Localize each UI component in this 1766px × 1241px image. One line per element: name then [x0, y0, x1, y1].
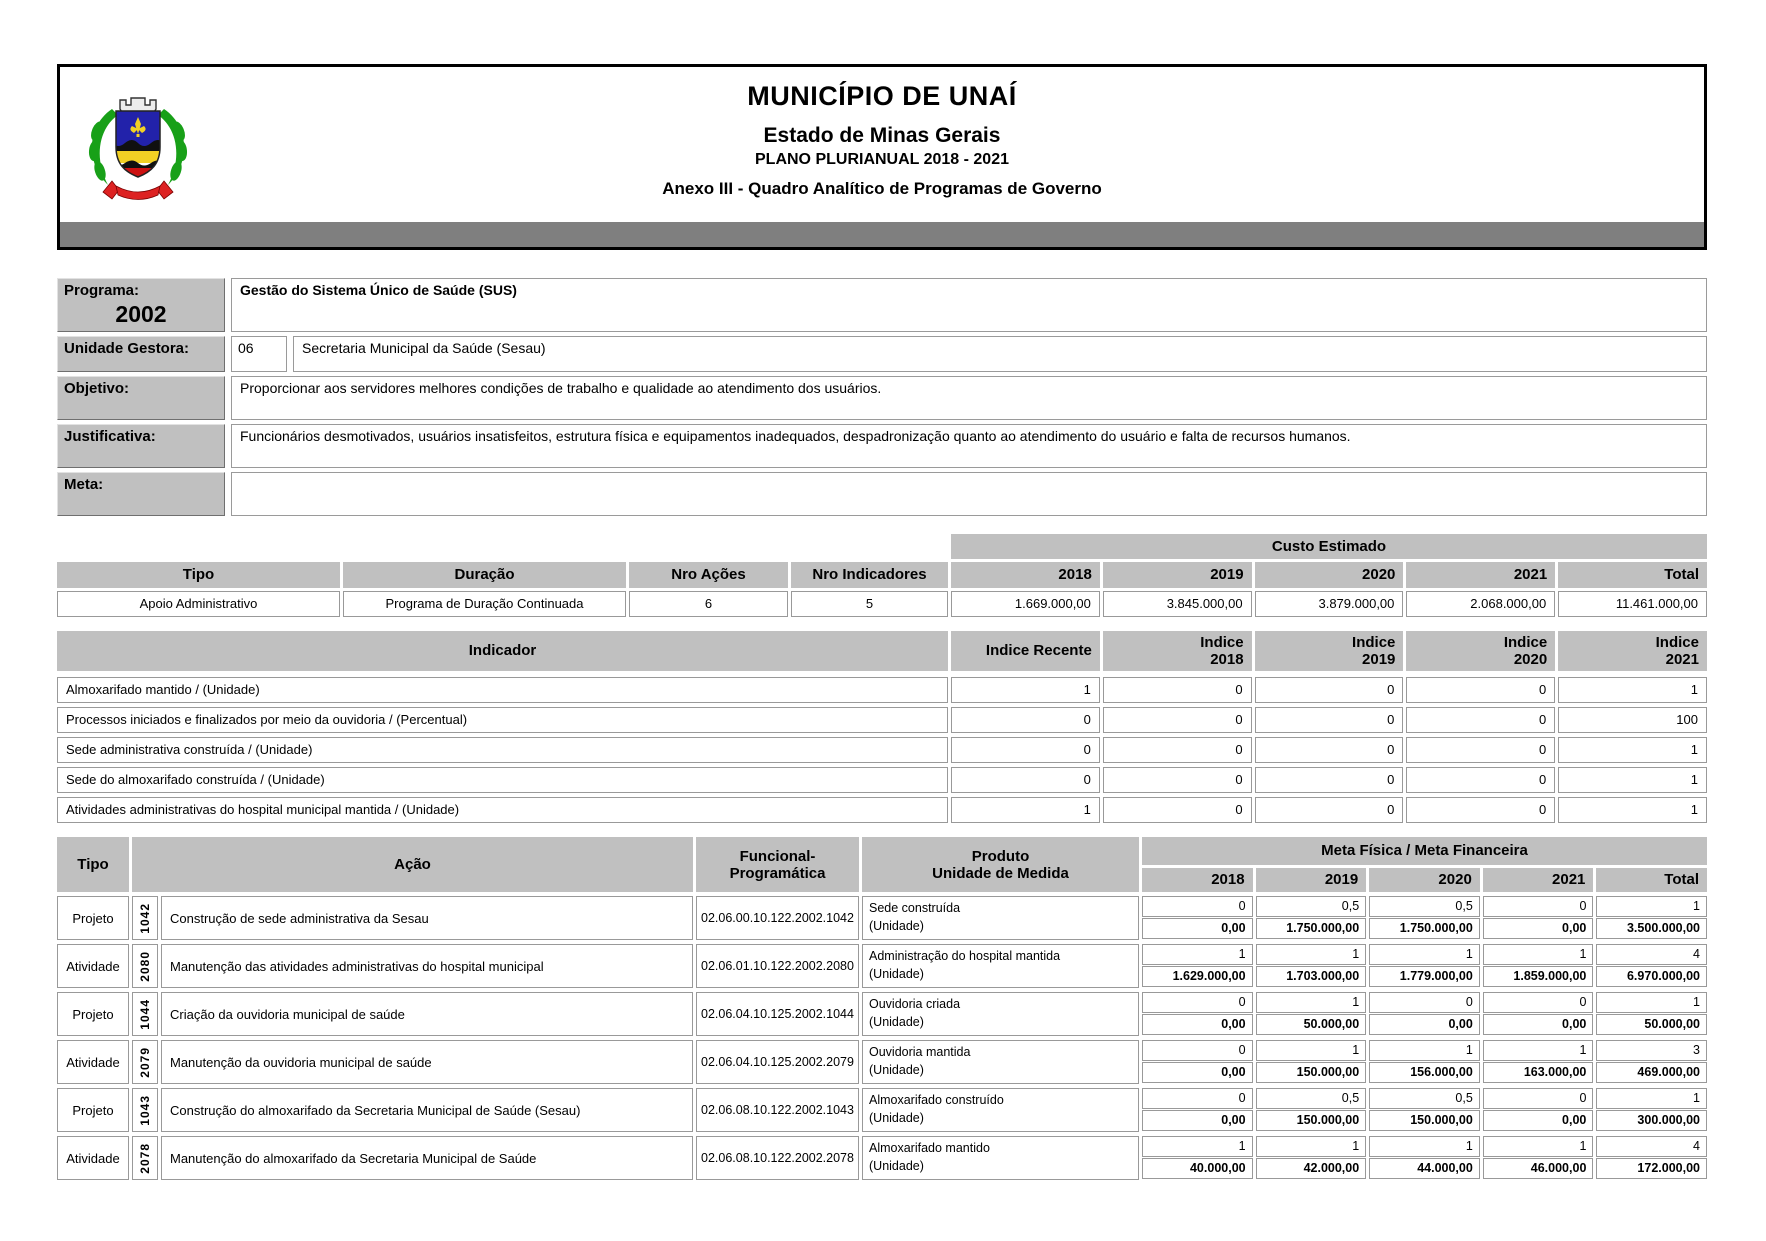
meta-row [57, 472, 1707, 516]
col-meta-2020: 2020 [1369, 868, 1480, 892]
cost-estimated-header: Custo Estimado [951, 534, 1707, 559]
indicator-2019: 0 [1255, 797, 1404, 823]
unit-code-cell: 06 [231, 336, 287, 372]
header-separator-bar [60, 222, 1704, 247]
action-row [57, 896, 1707, 940]
indice-year: 2021 [1665, 651, 1699, 668]
action-tipo: Atividade [57, 944, 129, 988]
indicator-2021: 1 [1558, 737, 1707, 763]
meta-cell-2018: 0 0,00 [1142, 1088, 1253, 1132]
action-funcional-code: 02.06.01.10.122.2002.2080 [696, 944, 859, 988]
meta-cell-2020: 1 1.779.000,00 [1369, 944, 1480, 988]
objective-label-cell: Objetivo: [57, 376, 225, 420]
meta-cell-2019: 1 150.000,00 [1256, 1040, 1367, 1084]
indicator-recente: 1 [951, 677, 1100, 703]
col-produto-unidade [862, 837, 1139, 892]
col-year-total: Total [1558, 562, 1707, 588]
meta-cell-2018: 0 0,00 [1142, 1040, 1253, 1084]
col-meta-total: Total [1596, 868, 1707, 892]
meta-cell-2018: 0 0,00 [1142, 992, 1253, 1036]
meta-cell-2018: 0 0,00 [1142, 896, 1253, 940]
indicator-recente: 1 [951, 797, 1100, 823]
indicator-recente: 0 [951, 767, 1100, 793]
summary-cost-2020: 3.879.000,00 [1255, 591, 1404, 617]
col-nro-indicadores: Nro Indicadores [791, 562, 948, 588]
col-meta-fisica-financeira: Meta Física / Meta Financeira [1142, 837, 1707, 865]
meta-cell-total: 4 172.000,00 [1596, 1136, 1707, 1180]
meta-cell-2018: 1 40.000,00 [1142, 1136, 1253, 1180]
program-row [57, 278, 1707, 332]
action-number: 2078 [132, 1136, 158, 1180]
indicator-2019: 0 [1255, 767, 1404, 793]
action-funcional-code: 02.06.04.10.125.2002.1044 [696, 992, 859, 1036]
annex-title: Anexo III - Quadro Analítico de Programas de Governo [662, 179, 1102, 198]
state-subtitle: Estado de Minas Gerais [763, 124, 1001, 147]
indicator-2018: 0 [1103, 677, 1252, 703]
indicator-name: Atividades administrativas do hospital municipal mantida / (Unidade) [57, 797, 948, 823]
action-number: 1043 [132, 1088, 158, 1132]
unit-name-cell: Secretaria Municipal da Saúde (Sesau) [293, 336, 1707, 372]
indicator-2019: 0 [1255, 677, 1404, 703]
col-indice-recente: Indice Recente [951, 631, 1100, 671]
meta-cell-2021: 0 0,00 [1483, 896, 1594, 940]
indicator-row [57, 677, 1707, 703]
indicator-name: Sede do almoxarifado construída / (Unidade) [57, 767, 948, 793]
indicator-name: Almoxarifado mantido / (Unidade) [57, 677, 948, 703]
action-description: Manutenção do almoxarifado da Secretaria Municipal de Saúde [161, 1136, 693, 1180]
col-meta-2019: 2019 [1256, 868, 1367, 892]
summary-data-row [57, 591, 1707, 617]
indice-label: Indice [1655, 634, 1699, 651]
meta-cell-2021: 0 0,00 [1483, 992, 1594, 1036]
indicator-row [57, 707, 1707, 733]
indicator-2018: 0 [1103, 707, 1252, 733]
meta-cell-2021: 1 1.859.000,00 [1483, 944, 1594, 988]
action-description: Manutenção da ouvidoria municipal de saúde [161, 1040, 693, 1084]
indicator-2018: 0 [1103, 797, 1252, 823]
meta-cell-2021: 1 46.000,00 [1483, 1136, 1594, 1180]
objective-text-cell: Proporcionar aos servidores melhores condições de trabalho e qualidade ao atendimento dos usuários. [231, 376, 1707, 420]
col-year-2018: 2018 [951, 562, 1100, 588]
meta-cell-2021: 1 163.000,00 [1483, 1040, 1594, 1084]
program-info-section [57, 278, 1707, 516]
col-indice-2020 [1406, 631, 1555, 671]
produto-line: Produto Unidade de Medida [932, 847, 1069, 882]
col-meta-2021: 2021 [1483, 868, 1594, 892]
meta-cell-2021: 0 0,00 [1483, 1088, 1594, 1132]
actions-header [57, 837, 1707, 892]
summary-cost-2021: 2.068.000,00 [1406, 591, 1555, 617]
col-funcional-programatica [696, 837, 859, 892]
col-nro-acoes: Nro Ações [629, 562, 788, 588]
justification-row [57, 424, 1707, 468]
summary-duracao: Programa de Duração Continuada [343, 591, 626, 617]
indicator-2020: 0 [1406, 767, 1555, 793]
action-row [57, 992, 1707, 1036]
col-year-2020: 2020 [1255, 562, 1404, 588]
action-number: 1044 [132, 992, 158, 1036]
action-produto: Ouvidoria criada (Unidade) [862, 992, 1139, 1036]
meta-cell-2020: 0 0,00 [1369, 992, 1480, 1036]
meta-cell-2019: 0,5 150.000,00 [1256, 1088, 1367, 1132]
col-year-2019: 2019 [1103, 562, 1252, 588]
meta-cell-2020: 0,5 1.750.000,00 [1369, 896, 1480, 940]
summary-nro-acoes: 6 [629, 591, 788, 617]
action-description: Construção de sede administrativa da Sesau [161, 896, 693, 940]
meta-cell-2020: 1 156.000,00 [1369, 1040, 1480, 1084]
summary-header-row [57, 562, 1707, 588]
meta-cell-2019: 1 50.000,00 [1256, 992, 1367, 1036]
meta-cell-total: 1 50.000,00 [1596, 992, 1707, 1036]
action-produto: Administração do hospital mantida (Unidade) [862, 944, 1139, 988]
document-header [57, 64, 1707, 250]
col-acao: Ação [132, 837, 693, 892]
indicator-2019: 0 [1255, 707, 1404, 733]
indicator-2021: 1 [1558, 767, 1707, 793]
indicator-2020: 0 [1406, 707, 1555, 733]
action-produto: Almoxarifado construído (Unidade) [862, 1088, 1139, 1132]
meta-cell-total: 1 3.500.000,00 [1596, 896, 1707, 940]
indicator-2021: 1 [1558, 797, 1707, 823]
col-duracao: Duração [343, 562, 626, 588]
col-indice-2021 [1558, 631, 1707, 671]
action-row [57, 1088, 1707, 1132]
action-tipo: Atividade [57, 1136, 129, 1180]
col-indice-2019 [1255, 631, 1404, 671]
summary-cost-total: 11.461.000,00 [1558, 591, 1707, 617]
action-produto: Sede construída (Unidade) [862, 896, 1139, 940]
col-acao-tipo: Tipo [57, 837, 129, 892]
program-label-cell [57, 278, 225, 332]
indice-label: Indice [1200, 634, 1244, 651]
indicator-2021: 1 [1558, 677, 1707, 703]
indicator-2020: 0 [1406, 737, 1555, 763]
indice-year: 2020 [1513, 651, 1548, 668]
meta-cell-total: 3 469.000,00 [1596, 1040, 1707, 1084]
action-number: 2080 [132, 944, 158, 988]
program-code: 2002 [115, 301, 167, 327]
meta-cell-2019: 1 1.703.000,00 [1256, 944, 1367, 988]
indicator-row [57, 767, 1707, 793]
indicator-name: Processos iniciados e finalizados por meio da ouvidoria / (Percentual) [57, 707, 948, 733]
indicator-2021: 100 [1558, 707, 1707, 733]
indicator-row [57, 797, 1707, 823]
program-name-cell: Gestão do Sistema Único de Saúde (SUS) [231, 278, 1707, 332]
meta-cell-total: 1 300.000,00 [1596, 1088, 1707, 1132]
action-row [57, 1136, 1707, 1180]
meta-label-cell: Meta: [57, 472, 225, 516]
justification-text-cell: Funcionários desmotivados, usuários insatisfeitos, estrutura física e equipamentos inadequados, despadronização quanto ao atendimento do usuário e falta de recursos humanos. [231, 424, 1707, 468]
summary-cost-2019: 3.845.000,00 [1103, 591, 1252, 617]
meta-cell-2019: 0,5 1.750.000,00 [1256, 896, 1367, 940]
col-indice-2018 [1103, 631, 1252, 671]
summary-nro-indicadores: 5 [791, 591, 948, 617]
action-description: Criação da ouvidoria municipal de saúde [161, 992, 693, 1036]
col-year-2021: 2021 [1406, 562, 1555, 588]
action-number: 1042 [132, 896, 158, 940]
header-titles [60, 67, 1704, 199]
indicator-recente: 0 [951, 707, 1100, 733]
summary-cost-2018: 1.669.000,00 [951, 591, 1100, 617]
program-label: Programa: [64, 282, 140, 299]
meta-cell-total: 4 6.970.000,00 [1596, 944, 1707, 988]
action-number: 2079 [132, 1040, 158, 1084]
indicator-2018: 0 [1103, 767, 1252, 793]
indicator-2018: 0 [1103, 737, 1252, 763]
municipality-title: MUNICÍPIO DE UNAÍ [747, 81, 1017, 111]
indicator-2020: 0 [1406, 677, 1555, 703]
indicator-recente: 0 [951, 737, 1100, 763]
action-produto: Ouvidoria mantida (Unidade) [862, 1040, 1139, 1084]
col-indicador: Indicador [57, 631, 948, 671]
plan-title: PLANO PLURIANUAL 2018 - 2021 [755, 151, 1009, 168]
action-row [57, 1040, 1707, 1084]
meta-cell-2020: 1 44.000,00 [1369, 1136, 1480, 1180]
action-funcional-code: 02.06.00.10.122.2002.1042 [696, 896, 859, 940]
indice-label: Indice [1352, 634, 1396, 651]
report-content [57, 64, 1707, 1180]
action-tipo: Atividade [57, 1040, 129, 1084]
objective-row [57, 376, 1707, 420]
action-tipo: Projeto [57, 896, 129, 940]
action-funcional-code: 02.06.08.10.122.2002.2078 [696, 1136, 859, 1180]
action-funcional-code: 02.06.04.10.125.2002.2079 [696, 1040, 859, 1084]
action-tipo: Projeto [57, 1088, 129, 1132]
meta-cell-2019: 1 42.000,00 [1256, 1136, 1367, 1180]
action-description: Manutenção das atividades administrativas do hospital municipal [161, 944, 693, 988]
indice-year: 2019 [1362, 651, 1396, 668]
unit-row [57, 336, 1707, 372]
summary-tipo: Apoio Administrativo [57, 591, 340, 617]
indicator-name: Sede administrativa construída / (Unidade) [57, 737, 948, 763]
indice-year: 2018 [1210, 651, 1244, 668]
funcional-line: Funcional- Programática [729, 847, 826, 882]
meta-cell-2020: 0,5 150.000,00 [1369, 1088, 1480, 1132]
indicator-2020: 0 [1406, 797, 1555, 823]
indicator-2019: 0 [1255, 737, 1404, 763]
indicator-row [57, 737, 1707, 763]
meta-cell-2018: 1 1.629.000,00 [1142, 944, 1253, 988]
unit-label-cell: Unidade Gestora: [57, 336, 225, 372]
col-tipo: Tipo [57, 562, 340, 588]
action-row [57, 944, 1707, 988]
action-produto: Almoxarifado mantido (Unidade) [862, 1136, 1139, 1180]
indice-label: Indice [1503, 634, 1548, 651]
justification-label-cell: Justificativa: [57, 424, 225, 468]
action-funcional-code: 02.06.08.10.122.2002.1043 [696, 1088, 859, 1132]
action-tipo: Projeto [57, 992, 129, 1036]
col-meta-2018: 2018 [1142, 868, 1253, 892]
action-description: Construção do almoxarifado da Secretaria Municipal de Saúde (Sesau) [161, 1088, 693, 1132]
meta-text-cell [231, 472, 1707, 516]
indicator-header-row [57, 631, 1707, 671]
